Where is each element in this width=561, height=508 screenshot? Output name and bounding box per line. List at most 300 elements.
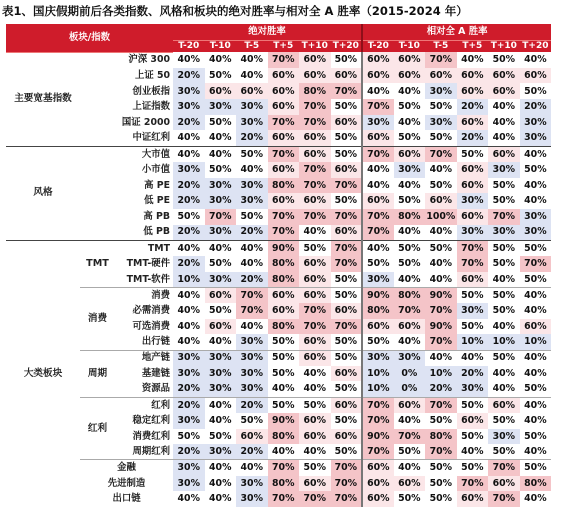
abs-win-rate-cell: 60% <box>268 99 300 115</box>
rel-period-header: T+10 <box>488 41 520 53</box>
abs-win-rate-cell: 10% <box>173 272 205 288</box>
index-name: 创业板指 <box>132 85 171 97</box>
index-name: 周期红利 <box>132 446 171 458</box>
index-name: 中证红利 <box>132 132 171 144</box>
rel-win-rate-cell: 40% <box>488 130 520 146</box>
abs-win-rate-cell: 60% <box>331 225 363 241</box>
rel-win-rate-cell: 40% <box>362 240 394 256</box>
index-name: 稳定红利 <box>132 414 171 426</box>
abs-win-rate-cell: 30% <box>205 99 237 115</box>
abs-win-rate-cell: 30% <box>173 460 205 476</box>
abs-win-rate-cell: 60% <box>205 83 237 99</box>
abs-win-rate-cell: 50% <box>205 162 237 178</box>
group-label: 风格 <box>6 146 80 240</box>
rel-win-rate-cell: 70% <box>362 209 394 225</box>
abs-period-header: T-5 <box>236 41 268 53</box>
abs-win-rate-cell: 60% <box>205 287 237 303</box>
abs-win-rate-cell: 60% <box>299 429 331 445</box>
index-name: TMT-硬件 <box>126 258 171 270</box>
abs-win-rate-cell: 40% <box>205 460 237 476</box>
abs-win-rate-cell: 30% <box>236 178 268 194</box>
abs-win-rate-cell: 20% <box>173 178 205 194</box>
rel-win-rate-cell: 70% <box>362 225 394 241</box>
rel-win-rate-cell: 50% <box>425 178 457 194</box>
rel-win-rate-cell: 70% <box>362 397 394 413</box>
abs-win-rate-cell: 20% <box>173 444 205 460</box>
rel-win-rate-cell: 20% <box>425 381 457 397</box>
abs-win-rate-cell: 70% <box>268 209 300 225</box>
rel-win-rate-cell: 60% <box>362 130 394 146</box>
table-row <box>6 240 551 256</box>
rel-win-rate-cell: 50% <box>457 319 489 335</box>
abs-win-rate-cell: 70% <box>236 303 268 319</box>
abs-win-rate-cell: 30% <box>205 225 237 241</box>
abs-win-rate-cell: 30% <box>236 334 268 350</box>
abs-win-rate-cell: 80% <box>268 178 300 194</box>
rel-win-rate-cell: 50% <box>488 240 520 256</box>
abs-win-rate-cell: 40% <box>173 319 205 335</box>
rel-win-rate-cell: 60% <box>457 209 489 225</box>
abs-win-rate-cell: 50% <box>331 130 363 146</box>
rel-win-rate-cell: 50% <box>520 460 552 476</box>
abs-win-rate-cell: 40% <box>236 240 268 256</box>
table-row <box>6 68 551 84</box>
rel-win-rate-cell: 50% <box>425 413 457 429</box>
subgroup-label: 周期 <box>80 350 115 397</box>
abs-win-rate-cell: 30% <box>205 178 237 194</box>
abs-period-header: T-10 <box>205 41 237 53</box>
abs-win-rate-cell: 30% <box>205 193 237 209</box>
abs-win-rate-cell: 60% <box>331 115 363 131</box>
rel-win-rate-cell: 40% <box>457 52 489 68</box>
rel-win-rate-cell: 80% <box>425 429 457 445</box>
index-name: 上证指数 <box>132 101 171 113</box>
rel-win-rate-cell: 50% <box>520 272 552 288</box>
abs-win-rate-cell: 40% <box>236 52 268 68</box>
rel-win-rate-cell: 70% <box>425 334 457 350</box>
rel-win-rate-cell: 40% <box>520 146 552 162</box>
rel-win-rate-cell: 80% <box>394 287 426 303</box>
abs-win-rate-cell: 50% <box>331 99 363 115</box>
rel-win-rate-cell: 50% <box>362 256 394 272</box>
rel-win-rate-cell: 20% <box>457 130 489 146</box>
abs-win-rate-cell: 30% <box>205 272 237 288</box>
table-row <box>6 460 551 476</box>
rel-win-rate-cell: 30% <box>488 162 520 178</box>
abs-win-rate-cell: 70% <box>299 303 331 319</box>
group-label: 大类板块 <box>6 240 80 507</box>
abs-win-rate-cell: 50% <box>205 303 237 319</box>
rel-win-rate-cell: 70% <box>520 256 552 272</box>
abs-win-rate-cell: 70% <box>331 319 363 335</box>
rel-win-rate-cell: 40% <box>394 413 426 429</box>
subgroup-label <box>80 162 115 178</box>
rel-win-rate-cell: 70% <box>394 303 426 319</box>
rel-win-rate-cell: 70% <box>425 146 457 162</box>
index-name: 红利 <box>115 397 173 413</box>
rel-win-rate-cell: 70% <box>362 413 394 429</box>
abs-win-rate-cell: 50% <box>331 381 363 397</box>
abs-win-rate-cell: 40% <box>205 491 237 507</box>
rel-win-rate-cell: 30% <box>394 162 426 178</box>
abs-win-rate-cell: 90% <box>268 413 300 429</box>
abs-win-rate-cell: 60% <box>268 287 300 303</box>
rel-win-rate-cell: 80% <box>362 303 394 319</box>
abs-win-rate-cell: 70% <box>331 476 363 492</box>
table-row <box>6 162 551 178</box>
rel-win-rate-cell: 20% <box>457 99 489 115</box>
table-row <box>6 115 551 131</box>
rel-win-rate-cell: 50% <box>488 256 520 272</box>
rel-win-rate-cell: 60% <box>488 83 520 99</box>
index-name: 消费 <box>115 287 173 303</box>
abs-win-rate-cell: 70% <box>299 178 331 194</box>
abs-win-rate-cell: 70% <box>331 460 363 476</box>
table-row <box>6 209 551 225</box>
rel-win-rate-cell: 70% <box>425 52 457 68</box>
abs-win-rate-cell: 70% <box>331 209 363 225</box>
abs-win-rate-cell: 40% <box>173 287 205 303</box>
abs-win-rate-cell: 60% <box>299 413 331 429</box>
abs-win-rate-cell: 40% <box>205 240 237 256</box>
abs-win-rate-cell: 30% <box>173 476 205 492</box>
rel-win-rate-cell: 70% <box>488 460 520 476</box>
abs-win-rate-cell: 70% <box>331 83 363 99</box>
rel-win-rate-cell: 70% <box>425 444 457 460</box>
subgroup-label <box>80 209 115 225</box>
rel-win-rate-cell: 50% <box>425 99 457 115</box>
rel-win-rate-cell: 50% <box>488 444 520 460</box>
rel-win-rate-cell: 50% <box>394 491 426 507</box>
rel-win-rate-cell: 30% <box>457 381 489 397</box>
abs-win-rate-cell: 20% <box>173 115 205 131</box>
abs-win-rate-cell: 40% <box>173 303 205 319</box>
table-row <box>6 397 551 413</box>
rel-win-rate-cell: 60% <box>394 146 426 162</box>
rel-win-rate-cell: 50% <box>488 178 520 194</box>
abs-win-rate-cell: 30% <box>173 162 205 178</box>
rel-win-rate-cell: 70% <box>362 444 394 460</box>
rel-win-rate-cell: 40% <box>394 334 426 350</box>
rel-win-rate-cell: 100% <box>425 209 457 225</box>
abs-win-rate-cell: 30% <box>173 350 205 366</box>
rel-win-rate-cell: 60% <box>425 193 457 209</box>
rel-win-rate-cell: 60% <box>457 413 489 429</box>
win-rate-table <box>6 24 551 507</box>
rel-win-rate-cell: 50% <box>425 476 457 492</box>
index-name: 高 PB <box>143 211 171 223</box>
abs-win-rate-cell: 40% <box>205 413 237 429</box>
rel-win-rate-cell: 40% <box>425 256 457 272</box>
rel-win-rate-cell: 40% <box>394 272 426 288</box>
abs-win-rate-cell: 50% <box>268 334 300 350</box>
rel-win-rate-cell: 70% <box>362 146 394 162</box>
abs-win-rate-cell: 30% <box>236 366 268 382</box>
abs-win-rate-cell: 30% <box>173 99 205 115</box>
index-name: 小市值 <box>141 163 171 175</box>
abs-win-rate-cell: 50% <box>331 272 363 288</box>
abs-win-rate-cell: 70% <box>331 256 363 272</box>
rel-win-rate-cell: 50% <box>457 429 489 445</box>
rel-period-header: T+20 <box>520 41 552 53</box>
index-name: 先进制造 <box>107 477 146 489</box>
table-row <box>6 225 551 241</box>
rel-win-rate-cell: 30% <box>520 115 552 131</box>
rel-win-rate-cell: 70% <box>394 429 426 445</box>
abs-win-rate-cell: 60% <box>331 429 363 445</box>
abs-win-rate-cell: 50% <box>173 429 205 445</box>
rel-win-rate-cell: 40% <box>520 444 552 460</box>
abs-win-rate-cell: 80% <box>268 429 300 445</box>
rel-win-rate-cell: 50% <box>425 491 457 507</box>
abs-win-rate-cell: 20% <box>173 397 205 413</box>
abs-win-rate-cell: 70% <box>268 115 300 131</box>
abs-win-rate-cell: 40% <box>205 146 237 162</box>
abs-win-rate-cell: 40% <box>205 476 237 492</box>
index-name: 基建链 <box>141 367 171 379</box>
rel-win-rate-cell: 60% <box>362 52 394 68</box>
table-row <box>6 83 551 99</box>
abs-win-rate-cell: 50% <box>236 413 268 429</box>
rel-win-rate-cell: 50% <box>488 303 520 319</box>
abs-win-rate-cell: 60% <box>268 303 300 319</box>
abs-win-rate-cell: 30% <box>173 413 205 429</box>
rel-win-rate-cell: 40% <box>520 287 552 303</box>
abs-win-rate-cell: 60% <box>299 130 331 146</box>
rel-win-rate-cell: 30% <box>520 209 552 225</box>
rel-win-rate-cell: 0% <box>394 381 426 397</box>
rel-win-rate-cell: 60% <box>362 476 394 492</box>
rel-win-rate-cell: 90% <box>425 287 457 303</box>
abs-win-rate-cell: 70% <box>299 319 331 335</box>
rel-win-rate-cell: 60% <box>488 476 520 492</box>
rel-win-rate-cell: 10% <box>457 334 489 350</box>
rel-win-rate-cell: 30% <box>362 115 394 131</box>
abs-win-rate-cell: 20% <box>173 381 205 397</box>
abs-win-rate-cell: 40% <box>299 381 331 397</box>
subgroup-label <box>80 130 115 146</box>
abs-win-rate-header: 绝对胜率 <box>173 24 362 41</box>
index-name: 消费红利 <box>132 430 171 442</box>
rel-win-rate-cell: 50% <box>425 240 457 256</box>
rel-period-header: T-5 <box>425 41 457 53</box>
abs-win-rate-cell: 50% <box>331 444 363 460</box>
rel-win-rate-cell: 40% <box>488 99 520 115</box>
table-row <box>6 350 551 366</box>
index-name: 上证 50 <box>134 69 171 81</box>
rel-win-rate-cell: 40% <box>520 303 552 319</box>
abs-win-rate-cell: 40% <box>173 334 205 350</box>
rel-win-rate-cell: 40% <box>488 366 520 382</box>
abs-win-rate-cell: 40% <box>173 130 205 146</box>
rel-win-rate-cell: 40% <box>394 178 426 194</box>
rel-win-rate-cell: 70% <box>362 99 394 115</box>
rel-win-rate-cell: 40% <box>425 272 457 288</box>
abs-win-rate-cell: 40% <box>173 491 205 507</box>
abs-win-rate-cell: 80% <box>268 256 300 272</box>
rel-win-rate-cell: 60% <box>457 491 489 507</box>
rel-win-rate-cell: 40% <box>488 115 520 131</box>
abs-win-rate-cell: 50% <box>331 287 363 303</box>
abs-win-rate-cell: 60% <box>299 193 331 209</box>
rel-win-rate-cell: 40% <box>394 460 426 476</box>
abs-win-rate-cell: 70% <box>299 115 331 131</box>
abs-win-rate-cell: 60% <box>299 334 331 350</box>
subgroup-label: 消费 <box>80 287 115 350</box>
abs-win-rate-cell: 80% <box>268 272 300 288</box>
subgroup-label <box>80 225 115 241</box>
rel-win-rate-cell: 50% <box>425 130 457 146</box>
abs-win-rate-cell: 50% <box>205 256 237 272</box>
abs-win-rate-cell: 60% <box>268 162 300 178</box>
index-name: 沪深 300 <box>128 54 171 66</box>
abs-win-rate-cell: 60% <box>299 256 331 272</box>
rel-win-rate-cell: 0% <box>394 366 426 382</box>
rel-win-rate-cell: 10% <box>425 366 457 382</box>
rel-win-rate-cell: 60% <box>457 162 489 178</box>
abs-win-rate-cell: 20% <box>173 225 205 241</box>
abs-win-rate-cell: 40% <box>236 162 268 178</box>
rel-win-rate-cell: 60% <box>394 476 426 492</box>
rel-win-rate-cell: 40% <box>425 225 457 241</box>
abs-win-rate-cell: 60% <box>299 350 331 366</box>
table-row <box>6 476 551 492</box>
abs-win-rate-cell: 80% <box>268 319 300 335</box>
abs-win-rate-cell: 40% <box>268 381 300 397</box>
rel-win-rate-cell: 60% <box>362 460 394 476</box>
rel-win-rate-cell: 50% <box>520 240 552 256</box>
abs-win-rate-cell: 70% <box>299 162 331 178</box>
abs-win-rate-cell: 60% <box>268 68 300 84</box>
abs-win-rate-cell: 40% <box>299 444 331 460</box>
rel-win-rate-cell: 50% <box>488 350 520 366</box>
abs-period-header: T+10 <box>299 41 331 53</box>
rel-win-rate-cell: 30% <box>520 130 552 146</box>
rel-win-rate-cell: 40% <box>394 83 426 99</box>
rel-win-rate-cell: 30% <box>520 225 552 241</box>
abs-win-rate-cell: 60% <box>331 366 363 382</box>
abs-win-rate-cell: 50% <box>331 350 363 366</box>
rel-win-rate-cell: 40% <box>520 491 552 507</box>
abs-win-rate-cell: 70% <box>236 287 268 303</box>
rel-win-rate-cell: 40% <box>425 162 457 178</box>
rel-win-rate-cell: 50% <box>394 240 426 256</box>
rel-win-rate-cell: 40% <box>362 178 394 194</box>
rel-win-rate-cell: 40% <box>425 350 457 366</box>
abs-win-rate-cell: 60% <box>299 52 331 68</box>
abs-win-rate-cell: 30% <box>173 366 205 382</box>
rel-win-rate-cell: 60% <box>488 146 520 162</box>
abs-win-rate-cell: 40% <box>173 240 205 256</box>
table-row <box>6 130 551 146</box>
index-name: 可选消费 <box>132 320 171 332</box>
table-row <box>6 99 551 115</box>
rel-win-rate-cell: 50% <box>457 397 489 413</box>
abs-win-rate-cell: 50% <box>205 429 237 445</box>
abs-win-rate-cell: 50% <box>331 146 363 162</box>
abs-win-rate-cell: 40% <box>173 52 205 68</box>
abs-win-rate-cell: 50% <box>236 146 268 162</box>
rel-win-rate-cell: 90% <box>362 287 394 303</box>
table-row <box>6 178 551 194</box>
rel-win-rate-cell: 30% <box>488 225 520 241</box>
abs-win-rate-cell: 20% <box>173 68 205 84</box>
abs-win-rate-cell: 80% <box>268 476 300 492</box>
abs-win-rate-cell: 50% <box>268 350 300 366</box>
rel-win-rate-cell: 60% <box>362 319 394 335</box>
rel-win-rate-cell: 70% <box>457 476 489 492</box>
abs-win-rate-cell: 20% <box>236 225 268 241</box>
table-row <box>6 287 551 303</box>
abs-win-rate-cell: 40% <box>205 52 237 68</box>
table-body <box>6 52 551 507</box>
rel-win-rate-cell: 40% <box>457 444 489 460</box>
rel-win-rate-cell: 60% <box>394 68 426 84</box>
rel-win-rate-cell: 60% <box>520 319 552 335</box>
rel-win-rate-cell: 30% <box>488 429 520 445</box>
abs-win-rate-cell: 70% <box>299 99 331 115</box>
rel-win-rate-cell: 50% <box>488 413 520 429</box>
rel-win-rate-cell: 60% <box>362 193 394 209</box>
abs-win-rate-cell: 50% <box>299 240 331 256</box>
rel-win-rate-cell: 40% <box>394 225 426 241</box>
rel-win-rate-cell: 60% <box>362 68 394 84</box>
abs-win-rate-cell: 40% <box>299 366 331 382</box>
rel-win-rate-cell: 60% <box>457 178 489 194</box>
abs-win-rate-cell: 60% <box>299 146 331 162</box>
abs-win-rate-cell: 40% <box>173 146 205 162</box>
abs-win-rate-cell: 70% <box>268 52 300 68</box>
rel-win-rate-cell: 70% <box>425 397 457 413</box>
subgroup-label <box>80 52 115 68</box>
rel-win-rate-cell: 50% <box>394 193 426 209</box>
rel-win-rate-cell: 40% <box>457 350 489 366</box>
abs-win-rate-cell: 60% <box>299 68 331 84</box>
rel-win-rate-cell: 50% <box>394 256 426 272</box>
rel-win-rate-cell: 60% <box>362 491 394 507</box>
table-title: 表1、国庆假期前后各类指数、风格和板块的绝对胜率与相对全 A 胜率（2015-2024 年） <box>2 4 468 18</box>
abs-win-rate-cell: 50% <box>268 366 300 382</box>
abs-win-rate-cell: 70% <box>268 225 300 241</box>
abs-win-rate-cell: 50% <box>299 460 331 476</box>
abs-win-rate-cell: 70% <box>205 209 237 225</box>
rel-win-rate-cell: 40% <box>362 83 394 99</box>
abs-win-rate-cell: 50% <box>331 193 363 209</box>
header-row-top <box>6 24 551 41</box>
rel-win-rate-cell: 50% <box>520 83 552 99</box>
row-label-header: 板块/指数 <box>6 24 173 52</box>
abs-win-rate-cell: 70% <box>331 491 363 507</box>
table-row <box>6 193 551 209</box>
abs-win-rate-cell: 50% <box>205 115 237 131</box>
subgroup-label <box>80 178 115 194</box>
abs-period-header: T-20 <box>173 41 205 53</box>
rel-win-rate-cell: 50% <box>457 287 489 303</box>
rel-win-rate-cell: 80% <box>520 476 552 492</box>
subgroup-label <box>80 193 115 209</box>
abs-win-rate-cell: 30% <box>205 381 237 397</box>
rel-win-rate-cell: 70% <box>457 240 489 256</box>
rel-win-rate-cell: 40% <box>488 381 520 397</box>
rel-win-rate-cell: 50% <box>362 334 394 350</box>
abs-win-rate-cell: 30% <box>236 381 268 397</box>
abs-win-rate-cell: 50% <box>331 334 363 350</box>
rel-win-rate-cell: 60% <box>457 272 489 288</box>
abs-win-rate-cell: 20% <box>173 193 205 209</box>
rel-win-rate-cell: 10% <box>488 334 520 350</box>
abs-win-rate-cell: 40% <box>205 334 237 350</box>
index-name: 资源品 <box>141 383 171 395</box>
